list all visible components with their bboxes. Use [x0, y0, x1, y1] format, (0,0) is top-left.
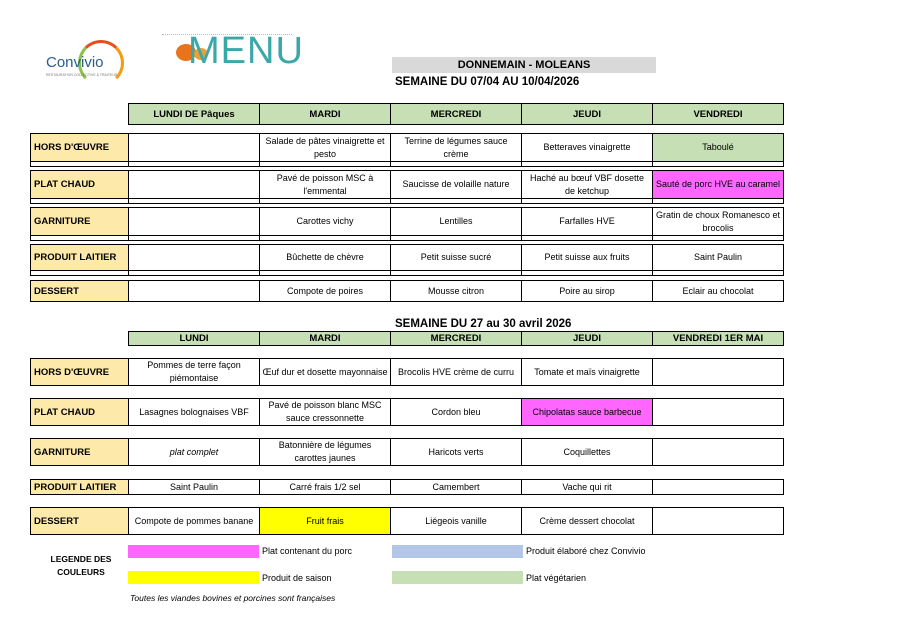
- legend-label-pork: Plat contenant du porc: [262, 546, 353, 556]
- row-label: GARNITURE: [30, 207, 129, 236]
- menu-item: Eclair au chocolat: [652, 280, 784, 302]
- row-separator: [30, 198, 783, 204]
- menu-item: Carottes vichy: [259, 207, 391, 236]
- menu-item-pork: Chipolatas sauce barbecue: [521, 398, 653, 426]
- menu-item: plat complet: [128, 438, 260, 466]
- menu-item: Compote de poires: [259, 280, 391, 302]
- menu-item: [128, 170, 260, 199]
- row-label: PLAT CHAUD: [30, 170, 129, 199]
- menu-item: Brocolis HVE crème de curru: [390, 358, 522, 386]
- row-label: PRODUIT LAITIER: [30, 479, 129, 495]
- row-label: GARNITURE: [30, 438, 129, 466]
- week2-row-garniture: [30, 438, 783, 466]
- menu-item-vegetarian: Taboulé: [652, 133, 784, 162]
- menu-item: Carré frais 1/2 sel: [259, 479, 391, 495]
- week2-day-1: LUNDI: [128, 331, 260, 346]
- week1-row-plat-chaud: [30, 170, 783, 199]
- menu-item: Pavé de poisson MSC à l'emmental: [259, 170, 391, 199]
- menu-item: Camembert: [390, 479, 522, 495]
- week1-row-produit-laitier: [30, 244, 783, 271]
- legend-swatch-pork: [128, 545, 259, 558]
- menu-item: Pavé de poisson blanc MSC sauce cressonnette: [259, 398, 391, 426]
- menu-item: Saucisse de volaille nature: [390, 170, 522, 199]
- menu-item: [652, 507, 784, 535]
- week2-header-row: [30, 331, 783, 346]
- header-spacer: [30, 331, 129, 346]
- menu-item: Salade de pâtes vinaigrette et pesto: [259, 133, 391, 162]
- convivio-logo: [42, 40, 130, 88]
- menu-item: Saint Paulin: [128, 479, 260, 495]
- menu-item: Saint Paulin: [652, 244, 784, 271]
- menu-item: Liégeois vanille: [390, 507, 522, 535]
- menu-item: Bûchette de chèvre: [259, 244, 391, 271]
- week2-row-hors-doeuvre: [30, 358, 783, 386]
- week2-day-5: VENDREDI 1ER MAI: [652, 331, 784, 346]
- week1-row-hors-doeuvre: [30, 133, 783, 162]
- week1-day-5: VENDREDI: [652, 103, 784, 125]
- menu-item: Mousse citron: [390, 280, 522, 302]
- week1-title: SEMAINE DU 07/04 AU 10/04/2026: [395, 76, 580, 88]
- menu-item: Gratin de choux Romanesco et brocolis: [652, 207, 784, 236]
- row-label: DESSERT: [30, 280, 129, 302]
- menu-item: Batonnière de légumes carottes jaunes: [259, 438, 391, 466]
- week2-day-2: MARDI: [259, 331, 391, 346]
- legend-swatch-vegetarian: [392, 571, 523, 584]
- week2-row-plat-chaud: [30, 398, 783, 426]
- week2-day-4: JEUDI: [521, 331, 653, 346]
- menu-item: Petit suisse sucré: [390, 244, 522, 271]
- header-spacer: [30, 103, 129, 125]
- legend-swatch-convivio: [392, 545, 523, 558]
- week1-day-3: MERCREDI: [390, 103, 522, 125]
- menu-item: [128, 280, 260, 302]
- week2-row-dessert: [30, 507, 783, 535]
- week1-header-row: [30, 103, 783, 125]
- legend-label-convivio: Produit élaboré chez Convivio: [526, 546, 646, 556]
- logo-brand: Convivio: [46, 54, 104, 71]
- menu-item: [652, 438, 784, 466]
- legend-swatch-seasonal: [128, 571, 259, 584]
- logo-tagline: RESTAURATION COLLECTIVE & TRAITEUR: [46, 73, 118, 77]
- menu-item: Œuf dur et dosette mayonnaise: [259, 358, 391, 386]
- menu-item: [652, 398, 784, 426]
- menu-item: Lasagnes bolognaises VBF: [128, 398, 260, 426]
- menu-item: Terrine de légumes sauce crème: [390, 133, 522, 162]
- menu-item: Haché au bœuf VBF dosette de ketchup: [521, 170, 653, 199]
- menu-item: [128, 207, 260, 236]
- menu-word: MENU: [188, 30, 304, 72]
- menu-item-pork: Sauté de porc HVE au caramel: [652, 170, 784, 199]
- menu-item: Farfalles HVE: [521, 207, 653, 236]
- menu-item: Coquillettes: [521, 438, 653, 466]
- menu-item: [128, 244, 260, 271]
- menu-item: Vache qui rit: [521, 479, 653, 495]
- week1-row-dessert: [30, 280, 783, 302]
- menu-item: Compote de pommes banane: [128, 507, 260, 535]
- menu-item: [652, 479, 784, 495]
- menu-item: Betteraves vinaigrette: [521, 133, 653, 162]
- menu-title: [162, 30, 304, 72]
- week1-row-garniture: [30, 207, 783, 236]
- legend-title: LEGENDE DES COULEURS: [50, 554, 112, 577]
- menu-item: Pommes de terre façon piémontaise: [128, 358, 260, 386]
- week1-day-2: MARDI: [259, 103, 391, 125]
- row-separator: [30, 161, 783, 167]
- menu-item: [128, 133, 260, 162]
- week1-day-4: JEUDI: [521, 103, 653, 125]
- row-label: PRODUIT LAITIER: [30, 244, 129, 271]
- week2-day-3: MERCREDI: [390, 331, 522, 346]
- row-separator: [30, 270, 783, 276]
- menu-item: Poire au sirop: [521, 280, 653, 302]
- row-label: HORS D'ŒUVRE: [30, 133, 129, 162]
- week2-row-produit-laitier: [30, 479, 783, 495]
- row-label: DESSERT: [30, 507, 129, 535]
- menu-item: Petit suisse aux fruits: [521, 244, 653, 271]
- menu-item: Tomate et maïs vinaigrette: [521, 358, 653, 386]
- menu-item: Lentilles: [390, 207, 522, 236]
- menu-item: Haricots verts: [390, 438, 522, 466]
- menu-item: Cordon bleu: [390, 398, 522, 426]
- legend-label-vegetarian: Plat végétarien: [526, 573, 587, 583]
- site-name: DONNEMAIN - MOLEANS: [392, 57, 656, 73]
- row-separator: [30, 235, 783, 241]
- row-label: HORS D'ŒUVRE: [30, 358, 129, 386]
- menu-item: Crème dessert chocolat: [521, 507, 653, 535]
- footer-note: Toutes les viandes bovines et porcines sont françaises: [130, 593, 336, 603]
- week1-day-1: LUNDI DE Pâques: [128, 103, 260, 125]
- week2-title: SEMAINE DU 27 au 30 avril 2026: [395, 318, 572, 330]
- legend-label-seasonal: Produit de saison: [262, 573, 332, 583]
- menu-item: [652, 358, 784, 386]
- menu-item-seasonal: Fruit frais: [259, 507, 391, 535]
- row-label: PLAT CHAUD: [30, 398, 129, 426]
